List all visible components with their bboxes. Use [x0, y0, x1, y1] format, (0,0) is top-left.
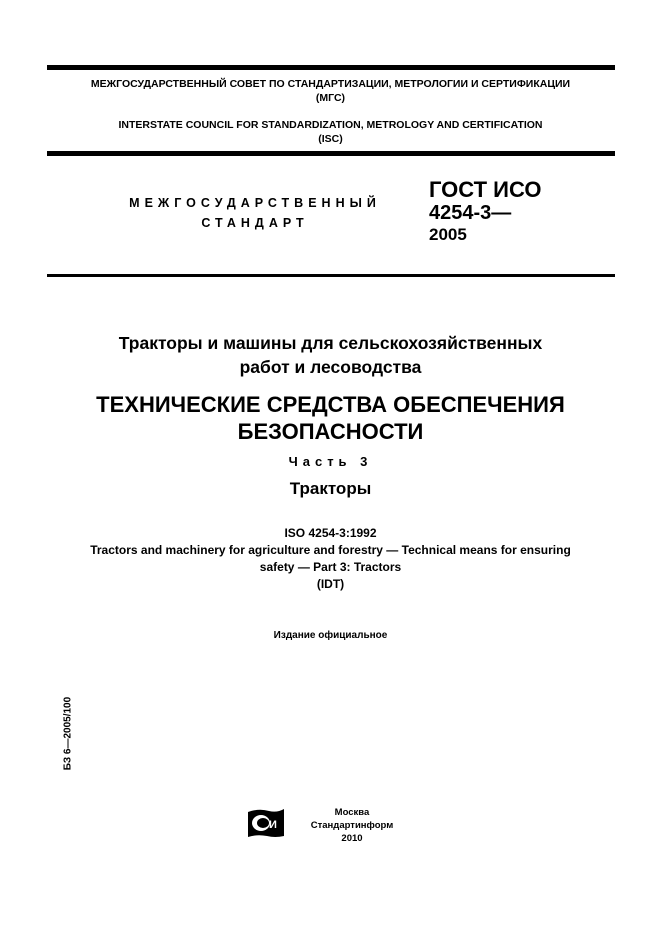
designation-line1: ГОСТ ИСО: [429, 177, 542, 202]
designation-line2: 4254-3—: [429, 202, 512, 224]
third-rule: [47, 274, 615, 277]
council-en-name: INTERSTATE COUNCIL FOR STANDARDIZATION, METROLOGY AND CERTIFICATION: [118, 119, 543, 131]
council-en-abbr: (ISC): [318, 133, 343, 145]
standard-type-line2: СТАНДАРТ: [201, 216, 309, 230]
part-label: Часть 3: [288, 454, 373, 469]
publisher-year: 2010: [341, 833, 363, 844]
edition-label: Издание официальное: [273, 630, 388, 641]
designation: [429, 178, 541, 246]
designation-line3: 2005: [429, 225, 467, 244]
subtitle-line2: работ и лесоводства: [239, 357, 422, 377]
council-ru-name: МЕЖГОСУДАРСТВЕННЫЙ СОВЕТ ПО СТАНДАРТИЗАЦИИ, МЕТРОЛОГИИ И СЕРТИФИКАЦИИ: [90, 78, 571, 90]
iso-number: ISO 4254-3:1992: [284, 526, 377, 540]
part-title: Тракторы: [289, 479, 372, 498]
top-rule: [47, 65, 615, 70]
publisher-name: Стандартинформ: [310, 820, 394, 831]
publisher: [300, 806, 404, 845]
side-code: БЗ 6—2005/100: [62, 696, 74, 771]
main-title-line2: БЕЗОПАСНОСТИ: [237, 419, 424, 444]
standard-type: [100, 193, 410, 233]
publisher-logo: [247, 808, 285, 838]
subtitle-line1: Тракторы и машины для сельскохозяйственных: [118, 333, 543, 353]
iso-title-line2: safety — Part 3: Tractors: [259, 560, 402, 574]
standard-type-line1: МЕЖГОСУДАРСТВЕННЫЙ: [129, 196, 381, 210]
publisher-city: Москва: [334, 807, 370, 818]
main-title-line1: ТЕХНИЧЕСКИЕ СРЕДСТВА ОБЕСПЕЧЕНИЯ: [96, 392, 565, 417]
svg-text:И: И: [269, 819, 277, 831]
iso-degree: (IDT): [316, 577, 345, 591]
second-rule: [47, 151, 615, 156]
iso-title-line1: Tractors and machinery for agriculture and forestry — Technical means for ensuring: [90, 543, 571, 557]
council-ru-abbr: (МГС): [315, 92, 346, 104]
